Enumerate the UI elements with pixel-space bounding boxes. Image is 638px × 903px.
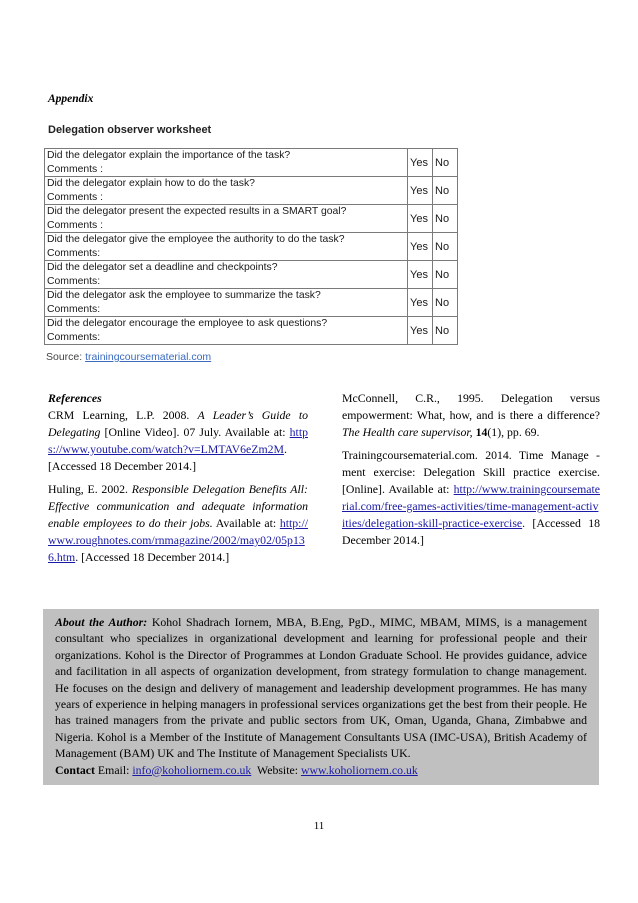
worksheet-question-cell bbox=[45, 289, 408, 317]
ref-link[interactable]: http://www.roughnotes.com/rnmagazine/2002/may02/05p136.htm bbox=[48, 516, 308, 564]
worksheet-question-cell bbox=[45, 177, 408, 205]
no-option[interactable]: No bbox=[433, 261, 458, 289]
website-label: Website: bbox=[251, 762, 301, 777]
ref-text: CRM Learning, L.P. 2008. bbox=[48, 408, 198, 422]
references-heading: References bbox=[48, 391, 102, 405]
worksheet-row bbox=[45, 233, 458, 261]
worksheet-question: Did the delegator encourage the employee to ask questions? bbox=[47, 318, 328, 329]
ref-volume: 14 bbox=[472, 425, 488, 439]
worksheet-comments: Comments: bbox=[47, 303, 101, 315]
yes-option[interactable]: Yes bbox=[408, 233, 433, 261]
no-option[interactable]: No bbox=[433, 317, 458, 345]
ref-title: Responsible Delegation Benefits All: Effective communication and adequate information enable employees to do their jobs. bbox=[48, 482, 308, 530]
ref-title: A Leader’s Guide to Delegating bbox=[48, 408, 309, 439]
worksheet-comments: Comments : bbox=[47, 191, 104, 203]
ref-text: . [Accessed 18 December 2014.] bbox=[342, 516, 600, 547]
worksheet-question-cell bbox=[45, 317, 408, 345]
appendix-title: Appendix bbox=[48, 93, 94, 105]
worksheet-comments: Comments : bbox=[47, 163, 104, 175]
worksheet-comments: Comments: bbox=[47, 247, 101, 259]
worksheet-row bbox=[45, 289, 458, 317]
ref-text: Available at: bbox=[212, 516, 280, 530]
website-link[interactable]: www.koholiornem.co.uk bbox=[300, 762, 418, 777]
ref-text: . [Accessed 18 December 2014.] bbox=[75, 550, 230, 564]
yes-option[interactable]: Yes bbox=[408, 289, 433, 317]
worksheet-question-cell bbox=[45, 261, 408, 289]
source-link[interactable]: trainingcoursematerial.com bbox=[85, 351, 212, 363]
worksheet-question: Did the delegator explain the importance of the task? bbox=[47, 150, 291, 161]
no-option[interactable]: No bbox=[433, 233, 458, 261]
worksheet-question: Did the delegator set a deadline and checkpoints? bbox=[47, 262, 278, 273]
email-link[interactable]: info@koholiornem.co.uk bbox=[132, 762, 252, 777]
worksheet-source bbox=[46, 351, 211, 363]
worksheet-comments: Comments: bbox=[47, 275, 101, 287]
contact-label: Contact bbox=[55, 762, 95, 777]
reference-trainingcoursematerial bbox=[342, 447, 600, 549]
worksheet-question: Did the delegator present the expected results in a SMART goal? bbox=[47, 206, 347, 217]
ref-text: McConnell, C.R., 1995. Delegation versus empowerment: What, how, and is there a difference? bbox=[342, 391, 600, 422]
email-label: Email: bbox=[94, 762, 133, 777]
worksheet-title: Delegation observer worksheet bbox=[48, 124, 212, 136]
yes-option[interactable]: Yes bbox=[408, 149, 433, 177]
no-option[interactable]: No bbox=[433, 149, 458, 177]
ref-text: . [Accessed 18 December 2014.] bbox=[48, 442, 287, 473]
about-author-box bbox=[43, 609, 599, 785]
yes-option[interactable]: Yes bbox=[408, 317, 433, 345]
worksheet-table bbox=[44, 148, 458, 345]
worksheet-question-cell bbox=[45, 205, 408, 233]
worksheet-row bbox=[45, 177, 458, 205]
reference-huling bbox=[48, 481, 308, 566]
ref-link[interactable]: http://www.trainingcoursematerial.com/free-games-activities/time-management-activities/delegation-skill-practice-exercise bbox=[342, 482, 600, 530]
worksheet-comments: Comments: bbox=[47, 331, 101, 343]
ref-link[interactable]: https://www.youtube.com/watch?v=LMTAV6eZm2M bbox=[48, 425, 308, 456]
ref-text: Huling, E. 2002. bbox=[48, 482, 132, 496]
about-author-text: Kohol Shadrach Iornem, MBA, B.Eng, PgD., MIMC, MBAM, MIMS, is a management consultant who specializes in organizational development and learning for professional people and their organizations. Kohol is the Director of Programmes at London Graduate School. He provides guidance, advice and facilitation in all aspects of organization development, from strategy formulation to change management. He focuses on the design and delivery of management and leadership development programmes. He has many years of experience in helping managers in professional services organizations get the best from their people. He has trained managers from the private and public sectors from UK, Oman, Uganda, Ghana, Zimbabwe and Nigeria. Kohol is a Member of the Institute of Management Consultants USA (IMC-USA), British Academy of Management (BAM) UK and The Institute of Management Specialists UK. bbox=[55, 615, 587, 761]
worksheet-row bbox=[45, 317, 458, 345]
worksheet-question: Did the delegator give the employee the authority to do the task? bbox=[47, 234, 345, 245]
yes-option[interactable]: Yes bbox=[408, 205, 433, 233]
no-option[interactable]: No bbox=[433, 177, 458, 205]
reference-mcconnell bbox=[342, 390, 600, 441]
ref-title: The Health care supervisor, bbox=[342, 425, 473, 439]
references-right-column bbox=[342, 390, 600, 555]
ref-text: Trainingcoursematerial.com. 2014. Time Manage -ment exercise: Delegation Skill practice exercise. [Online]. Available at: bbox=[342, 448, 600, 496]
source-label: Source: bbox=[46, 351, 86, 363]
ref-text: [Online Video]. 07 July. Available at: bbox=[100, 425, 290, 439]
yes-option[interactable]: Yes bbox=[408, 261, 433, 289]
worksheet-row bbox=[45, 261, 458, 289]
reference-crm bbox=[48, 407, 308, 475]
worksheet-question: Did the delegator ask the employee to summarize the task? bbox=[47, 290, 321, 301]
worksheet-question: Did the delegator explain how to do the task? bbox=[47, 178, 255, 189]
ref-text: (1), pp. 69. bbox=[487, 425, 540, 439]
no-option[interactable]: No bbox=[433, 289, 458, 317]
worksheet-question-cell bbox=[45, 149, 408, 177]
yes-option[interactable]: Yes bbox=[408, 177, 433, 205]
worksheet-row bbox=[45, 205, 458, 233]
worksheet-question-cell bbox=[45, 233, 408, 261]
no-option[interactable]: No bbox=[433, 205, 458, 233]
worksheet-row bbox=[45, 149, 458, 177]
page-number: 11 bbox=[313, 820, 325, 832]
worksheet-comments: Comments : bbox=[47, 219, 104, 231]
about-author-label: About the Author: bbox=[55, 615, 148, 629]
references-left-column bbox=[48, 390, 308, 572]
